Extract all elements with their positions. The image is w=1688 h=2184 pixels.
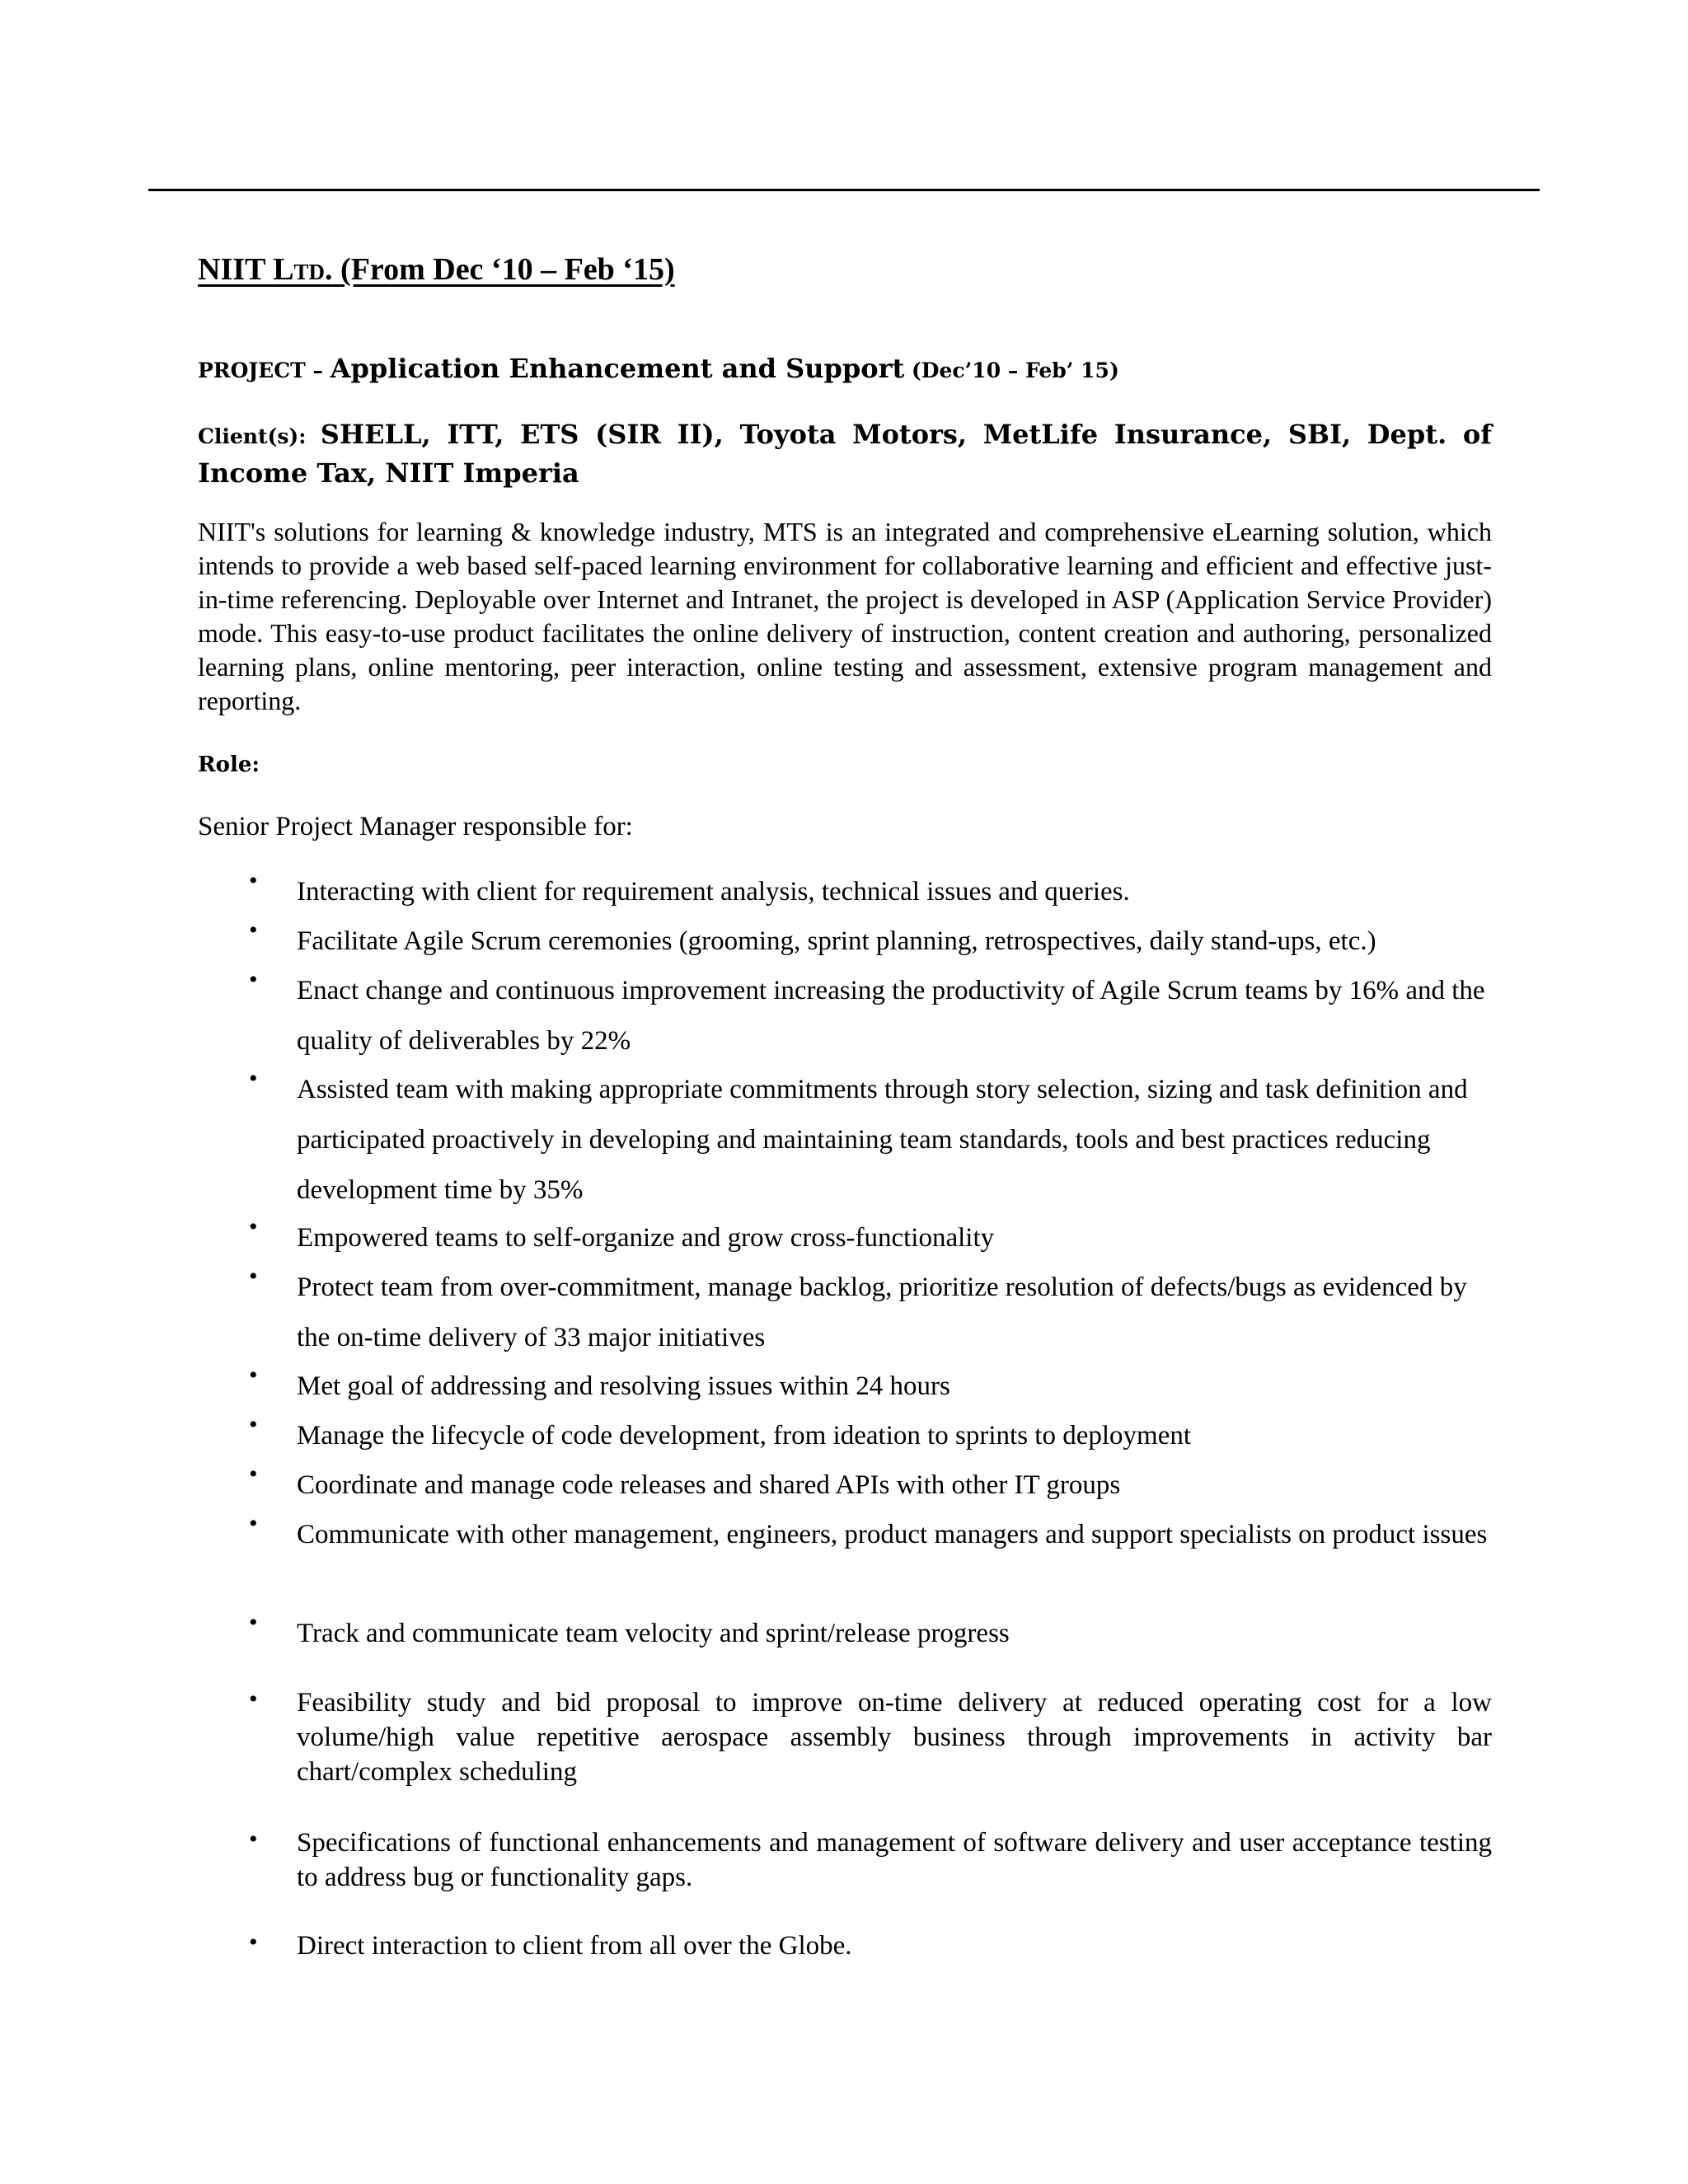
list-item-text: Enact change and continuous improvement increasing the productivity of Agile Scrum teams by 16% and the quality of deliverables by 22% — [297, 976, 1485, 1056]
bullet-icon: • — [249, 1263, 258, 1290]
project-title: Application Enhancement and Support — [330, 353, 905, 384]
role-intro: Senior Project Manager responsible for: — [198, 812, 633, 841]
list-item — [198, 1510, 1492, 1560]
list-item — [198, 916, 1492, 967]
bullet-icon: • — [249, 1361, 258, 1389]
bullet-icon: • — [249, 1213, 258, 1240]
list-item-text: Met goal of addressing and resolving issues within 24 hours — [297, 1371, 950, 1401]
list-item — [198, 1213, 1492, 1263]
bullet-icon: • — [249, 1460, 258, 1488]
list-item — [198, 1361, 1492, 1412]
list-item — [198, 1825, 1492, 1895]
list-item — [198, 1929, 1492, 1963]
company-period: (From Dec ‘10 – Feb ‘15) — [332, 252, 675, 287]
list-item-text: Protect team from over-commitment, manage backlog, prioritize resolution of defects/bugs as evidenced by the on-time delivery of 33 major initiatives — [297, 1272, 1467, 1352]
list-item-text: Communicate with other management, engineers, product managers and support specialists on product issues — [297, 1520, 1488, 1549]
list-item-text: Assisted team with making appropriate commitments through story selection, sizing and task definition and participated proactively in developing and maintaining team standards, tools and best practices reducing development time by 35% — [297, 1075, 1468, 1205]
list-item — [198, 1263, 1492, 1363]
company-heading — [198, 251, 675, 288]
list-item — [198, 1685, 1492, 1789]
list-item-text: Manage the lifecycle of code development, from ideation to sprints to deployment — [297, 1421, 1192, 1451]
company-suffix: Ltd — [273, 252, 326, 287]
bullet-icon: • — [249, 1510, 258, 1537]
project-description: NIIT's solutions for learning & knowledge industry, MTS is an integrated and comprehensive eLearning solution, which intends to provide a web based self-paced learning environment for collaborative learning and efficient and effective just-in-time referencing. Deployable over Internet and Intranet, the project is developed in ASP (Application Service Provider) mode. This easy-to-use product facilitates the online delivery of instruction, content creation and authoring, personalized learning plans, online mentoring, peer interaction, online testing and assessment, extensive program management and reporting. — [198, 517, 1492, 715]
clients-line — [198, 416, 1492, 492]
bullet-icon: • — [249, 1825, 258, 1853]
bullet-icon: • — [249, 1685, 258, 1713]
bullet-icon: • — [249, 1065, 258, 1092]
bullet-icon: • — [249, 1929, 258, 1956]
bullet-icon: • — [249, 916, 258, 944]
bullet-icon: • — [249, 867, 258, 894]
project-heading — [198, 353, 1119, 384]
list-item-text: Coordinate and manage code releases and shared APIs with other IT groups — [297, 1470, 1121, 1500]
clients-list: SHELL, ITT, ETS (SIR II), Toyota Motors, MetLife Insurance, SBI, Dept. of Income Tax, NIIT Imperia — [198, 419, 1493, 489]
top-horizontal-rule — [148, 189, 1540, 191]
list-item — [198, 1609, 1492, 1659]
clients-label: Client(s): — [198, 424, 321, 448]
role-heading: Role: — [198, 752, 260, 777]
list-item-text: Empowered teams to self-organize and grow cross-functionality — [297, 1223, 995, 1253]
list-item — [198, 1411, 1492, 1461]
list-item — [198, 1460, 1492, 1511]
list-item — [198, 1065, 1492, 1216]
list-item-text: Facilitate Agile Scrum ceremonies (grooming, sprint planning, retrospectives, daily stand-ups, etc.) — [297, 926, 1376, 956]
list-item-text: Track and communicate team velocity and sprint/release progress — [297, 1619, 1010, 1648]
list-item-text: Interacting with client for requirement analysis, technical issues and queries. — [297, 877, 1130, 907]
list-item — [198, 966, 1492, 1066]
bullet-icon: • — [249, 1411, 258, 1438]
project-dates: (Dec’10 – Feb’ 15) — [904, 359, 1119, 382]
list-item-text: Specifications of functional enhancements and management of software delivery and user acceptance testing to address bug or functionality gaps. — [297, 1828, 1492, 1892]
bullet-icon: • — [249, 1609, 258, 1636]
list-item-text: Feasibility study and bid proposal to improve on-time delivery at reduced operating cost for a low volume/high value repetitive aerospace assembly business through improvements in activity bar chart/complex scheduling — [297, 1688, 1492, 1787]
company-suffix-dot: . — [325, 252, 333, 287]
list-item-text: Direct interaction to client from all over the Globe. — [297, 1931, 852, 1961]
bullet-icon: • — [249, 966, 258, 993]
list-item — [198, 867, 1492, 917]
company-name: NIIT — [198, 252, 274, 287]
project-label: PROJECT – — [198, 359, 331, 382]
